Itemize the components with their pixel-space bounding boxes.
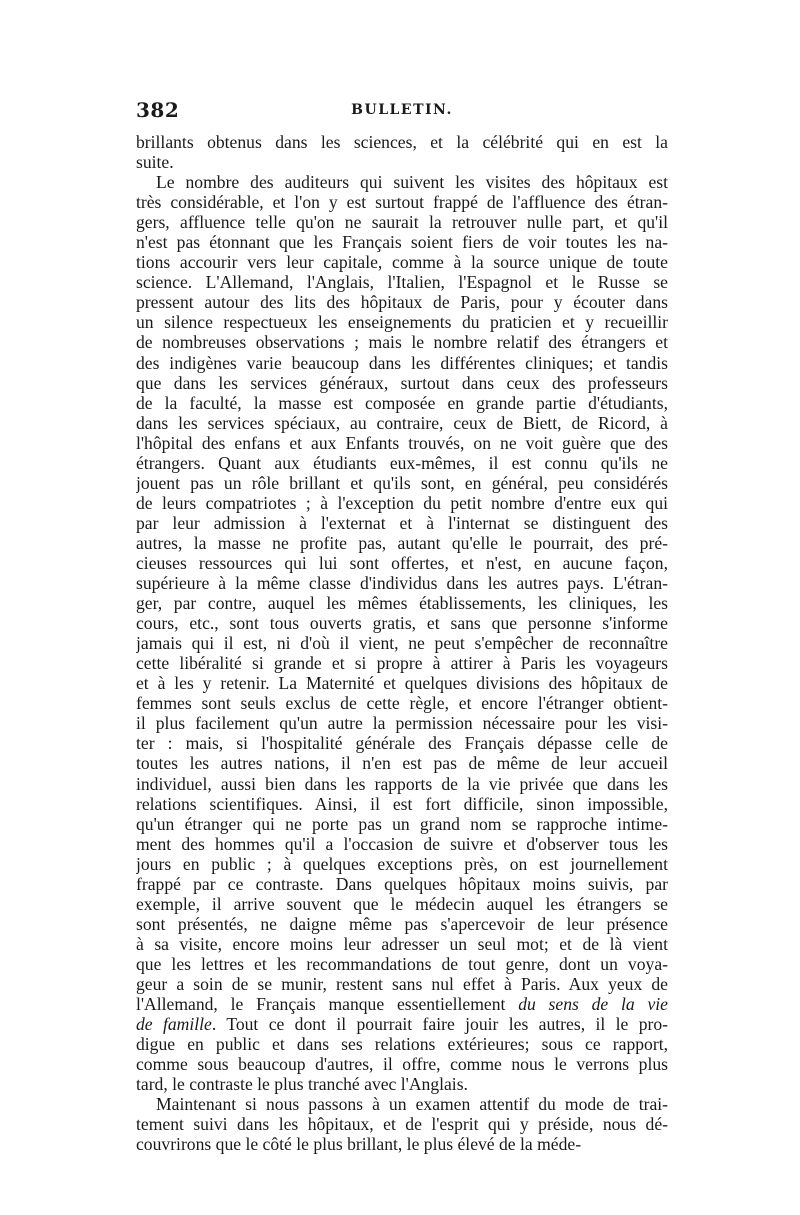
paragraph: [136, 172, 668, 1094]
text-line: tions accourir vers leur capitale, comme à la source unique de toute: [136, 252, 668, 273]
text-line: dans les services spéciaux, au contraire, ceux de Biett, de Ricord, à: [136, 412, 668, 433]
text-line: individuel, aussi bien dans les rapports de la vie privée que dans les: [136, 773, 668, 794]
text-line: science. L'Allemand, l'Anglais, l'Italien, l'Espagnol et le Russe se: [136, 272, 668, 293]
text-line: l'hôpital des enfans et aux Enfants trouvés, on ne voit guère que des: [136, 432, 668, 453]
text-line: jamais qui il est, ni d'où il vient, ne peut s'empêcher de reconnaître: [136, 633, 668, 654]
body-text: [136, 132, 668, 1154]
text-line: et à les y retenir. La Maternité et quelques divisions des hôpitaux de: [136, 673, 668, 694]
text-line: qu'un étranger qui ne porte pas un grand nom se rapproche intime-: [136, 813, 668, 834]
text-line: n'est pas étonnant que les Français soient fiers de voir toutes les na-: [136, 232, 668, 253]
text-line: que dans les services généraux, surtout dans ceux des professeurs: [136, 372, 668, 393]
text-line: relations scientifiques. Ainsi, il est fort difficile, sinon impossible,: [136, 793, 668, 814]
text-line: ter : mais, si l'hospitalité générale des Français dépasse celle de: [136, 733, 668, 754]
text-line: tard, le contraste le plus tranché avec l'Anglais.: [136, 1074, 468, 1095]
text-line: des indigènes varie beaucoup dans les différentes cliniques; et tandis: [136, 352, 668, 373]
text-line: de famille. Tout ce dont il pourrait faire jouir les autres, il le pro-: [136, 1014, 668, 1035]
text-line: ger, par contre, auquel les mêmes établissements, les cliniques, les: [136, 593, 668, 614]
text-line: exemple, il arrive souvent que le médecin auquel les étrangers se: [136, 893, 668, 914]
text-line: supérieure à la même classe d'individus dans les autres pays. L'étran-: [136, 573, 668, 594]
text-line: digue en public et dans ses relations extérieures; sous ce rapport,: [136, 1034, 668, 1055]
text-line: Le nombre des auditeurs qui suivent les visites des hôpitaux est: [156, 172, 668, 193]
running-title: BULLETIN.: [351, 102, 453, 118]
text-line: tement suivi dans les hôpitaux, et de l'esprit qui y préside, nous dé-: [136, 1114, 668, 1135]
text-line: Maintenant si nous passons à un examen attentif du mode de trai-: [156, 1094, 668, 1115]
text-line: un silence respectueux les enseignements du praticien et y recueillir: [136, 312, 668, 333]
text-line: jours en public ; à quelques exceptions près, on est journellement: [136, 853, 668, 874]
text-line: suite.: [136, 152, 174, 173]
text-line: toutes les autres nations, il n'en est pas de même de leur accueil: [136, 753, 668, 774]
paragraph: [136, 1094, 668, 1154]
page-number: 382: [136, 98, 180, 122]
text-line: étrangers. Quant aux étudiants eux-mêmes, il est connu qu'ils ne: [136, 452, 668, 473]
page-header: [136, 98, 668, 124]
text-line: gers, affluence telle qu'on ne saurait la retrouver nulle part, et qu'il: [136, 212, 668, 233]
text-line: très considérable, et l'on y est surtout frappé de l'affluence des étran-: [136, 192, 668, 213]
text-line: cieuses ressources qui lui sont offertes, et n'est, en aucune façon,: [136, 552, 668, 573]
text-line: par leur admission à l'externat et à l'internat se distinguent des: [136, 512, 668, 533]
text-line: femmes sont seuls exclus de cette règle, et encore l'étranger obtient-: [136, 693, 668, 714]
paragraph: [136, 132, 668, 172]
text-line: cours, etc., sont tous ouverts gratis, et sans que personne s'informe: [136, 613, 668, 634]
text-line: de nombreuses observations ; mais le nombre relatif des étrangers et: [136, 332, 668, 353]
text-line: cette libéralité si grande et si propre à attirer à Paris les voyageurs: [136, 653, 668, 674]
text-line: autres, la masse ne profite pas, autant qu'elle le pourrait, des pré-: [136, 532, 668, 553]
text-line: à sa visite, encore moins leur adresser un seul mot; et de là vient: [136, 933, 668, 954]
text-line: il plus facilement qu'un autre la permission nécessaire pour les visi-: [136, 713, 668, 734]
text-line: de la faculté, la masse est composée en grande partie d'étudiants,: [136, 392, 668, 413]
text-line: frappé par ce contraste. Dans quelques hôpitaux moins suivis, par: [136, 873, 668, 894]
text-line: brillants obtenus dans les sciences, et la célébrité qui en est la: [136, 132, 668, 152]
text-line: couvrirons que le côté le plus brillant, le plus élevé de la méde-: [136, 1134, 582, 1155]
text-line: geur a soin de se munir, restent sans nul effet à Paris. Aux yeux de: [136, 973, 668, 994]
text-line: l'Allemand, le Français manque essentiellement du sens de la vie: [136, 994, 668, 1015]
text-line: que les lettres et les recommandations de tout genre, dont un voya-: [136, 953, 668, 974]
text-line: comme sous beaucoup d'autres, il offre, comme nous le verrons plus: [136, 1054, 668, 1075]
text-line: jouent pas un rôle brillant et qu'ils sont, en général, peu considérés: [136, 472, 668, 493]
text-line: ment des hommes qu'il a l'occasion de suivre et d'observer tous les: [136, 833, 668, 854]
text-line: de leurs compatriotes ; à l'exception du petit nombre d'entre eux qui: [136, 492, 668, 513]
text-line: pressent autour des lits des hôpitaux de Paris, pour y écouter dans: [136, 292, 668, 313]
text-line: sont présentés, ne daigne même pas s'apercevoir de leur présence: [136, 913, 668, 934]
